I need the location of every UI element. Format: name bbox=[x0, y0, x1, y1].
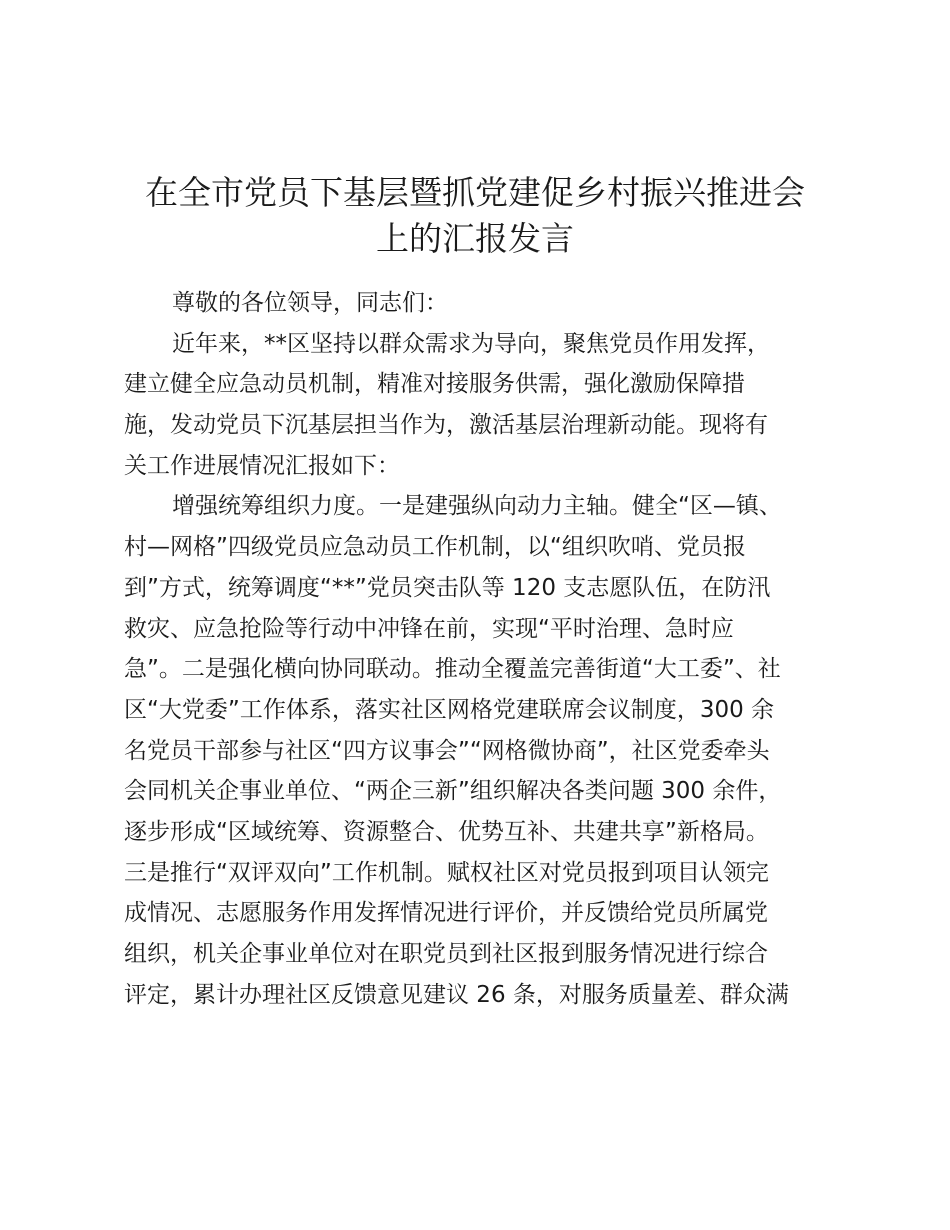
body-line: 施，发动党员下沉基层担当作为，激活基层治理新动能。现将有 bbox=[124, 412, 768, 439]
body-line: 到”方式，统筹调度“**”党员突击队等 120 支志愿队伍，在防汛 bbox=[124, 574, 771, 601]
body-line: 区“大党委”工作体系，落实社区网格党建联席会议制度，300 余 bbox=[124, 696, 775, 723]
title-line: 在全市党员下基层暨抓党建促乡村振兴推进会 bbox=[145, 173, 805, 212]
body-line: 尊敬的各位领导，同志们： bbox=[172, 290, 448, 316]
body-line: 关工作进展情况汇报如下： bbox=[124, 452, 400, 479]
body-line: 救灾、应急抢险等行动中冲锋在前，实现“平时治理、急时应 bbox=[124, 615, 734, 642]
body-line: 评定，累计办理社区反馈意见建议 26 条，对服务质量差、群众满 bbox=[124, 981, 789, 1008]
body-line: 会同机关企事业单位、“两企三新”组织解决各类问题 300 余件， bbox=[124, 778, 782, 805]
body-line: 建立健全应急动员机制，精准对接服务供需，强化激励保障措 bbox=[124, 371, 745, 398]
document-body bbox=[124, 283, 840, 1015]
document-title bbox=[110, 170, 840, 262]
body-line: 成情况、志愿服务作用发挥情况进行评价，并反馈给党员所属党 bbox=[124, 900, 768, 927]
body-line: 近年来，**区坚持以群众需求为导向，聚焦党员作用发挥， bbox=[172, 330, 770, 357]
body-line: 名党员干部参与社区“四方议事会”“网格微协商”，社区党委牵头 bbox=[124, 737, 770, 764]
body-line: 三是推行“双评双向”工作机制。赋权社区对党员报到项目认领完 bbox=[124, 859, 769, 886]
body-line: 逐步形成“区域统筹、资源整合、优势互补、共建共享”新格局。 bbox=[124, 818, 769, 845]
body-line: 增强统筹组织力度。一是建强纵向动力主轴。健全“区—镇、 bbox=[172, 493, 782, 520]
body-line: 组织，机关企事业单位对在职党员到社区报到服务情况进行综合 bbox=[124, 941, 768, 967]
title-line: 上的汇报发言 bbox=[376, 219, 574, 258]
body-line: 村—网格”四级党员应急动员工作机制，以“组织吹哨、党员报 bbox=[124, 534, 746, 561]
body-line: 急”。二是强化横向协同联动。推动全覆盖完善街道“大工委”、社 bbox=[124, 656, 781, 683]
